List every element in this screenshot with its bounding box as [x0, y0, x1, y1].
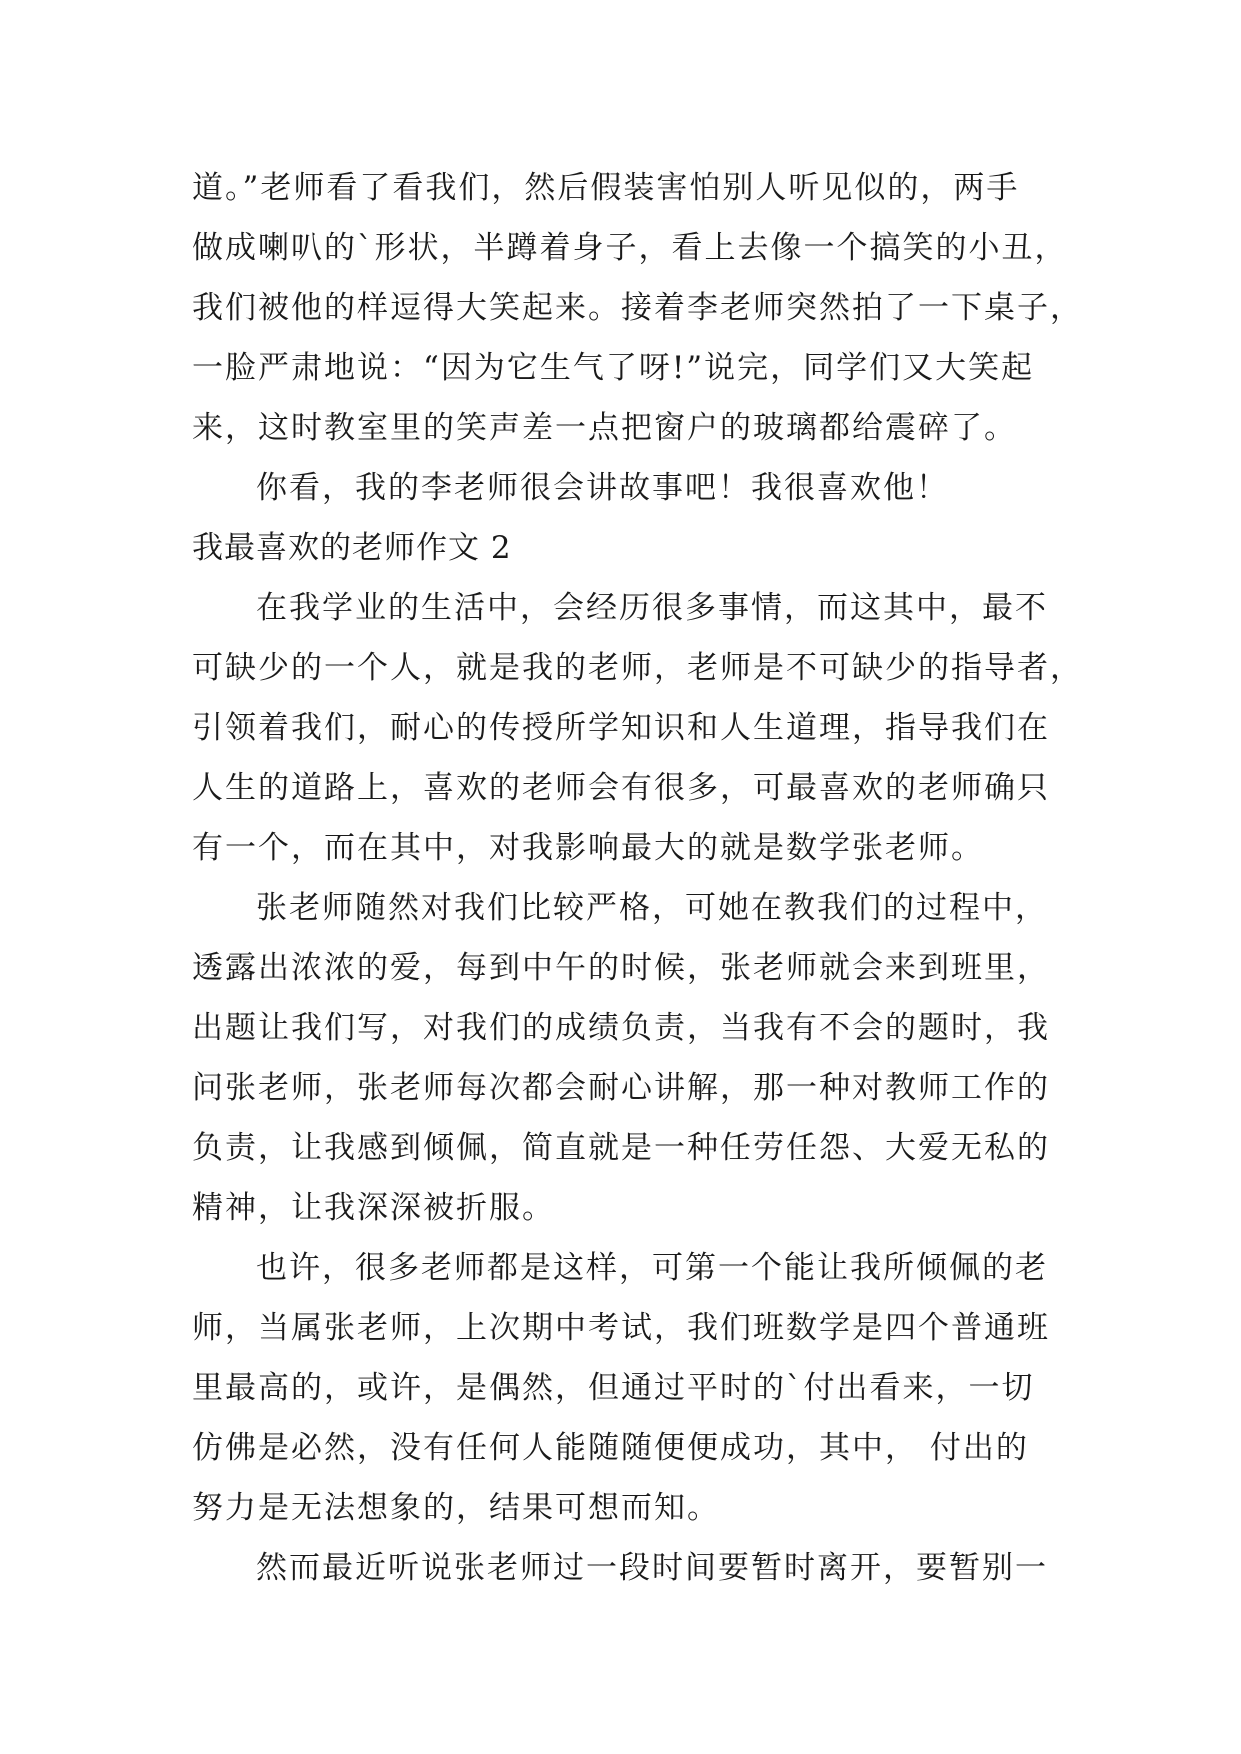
text-line: 透露出浓浓的爱，每到中午的时候，张老师就会来到班里， [192, 950, 1050, 986]
paragraph-start-line: 张老师随然对我们比较严格，可她在教我们的过程中， [256, 890, 1048, 926]
text-line: 有一个，而在其中，对我影响最大的就是数学张老师。 [192, 830, 984, 866]
text-line: 师，当属张老师，上次期中考试，我们班数学是四个普通班 [192, 1310, 1050, 1346]
text-line: 我们被他的样逗得大笑起来。接着李老师突然拍了一下桌子， [192, 290, 1083, 326]
paragraph-start-line: 你看，我的李老师很会讲故事吧！我很喜欢他！ [256, 470, 949, 506]
text-line: 精神，让我深深被折服。 [192, 1190, 555, 1226]
text-line: 人生的道路上，喜欢的老师会有很多，可最喜欢的老师确只 [192, 770, 1050, 806]
text-line: 引领着我们，耐心的传授所学知识和人生道理，指导我们在 [192, 710, 1050, 746]
paragraph-start-line: 在我学业的生活中，会经历很多事情，而这其中，最不 [256, 590, 1048, 626]
text-line: 负责，让我感到倾佩，简直就是一种任劳任怨、大爱无私的 [192, 1130, 1050, 1166]
text-line: 可缺少的一个人，就是我的老师，老师是不可缺少的指导者， [192, 650, 1083, 686]
text-line: 出题让我们写，对我们的成绩负责，当我有不会的题时，我 [192, 1010, 1050, 1046]
text-line: 努力是无法想象的，结果可想而知。 [192, 1490, 720, 1526]
text-line: 做成喇叭的`形状，半蹲着身子，看上去像一个搞笑的小丑， [192, 230, 1068, 266]
text-line: 仿佛是必然，没有任何人能随随便便成功，其中， 付出的 [192, 1430, 1029, 1466]
essay-heading: 我最喜欢的老师作文 2 [192, 530, 512, 566]
text-line: 里最高的，或许，是偶然，但通过平时的`付出看来，一切 [192, 1370, 1035, 1406]
text-line: 道。”老师看了看我们，然后假装害怕别人听见似的，两手 [192, 170, 1020, 206]
paragraph-start-line: 然而最近听说张老师过一段时间要暂时离开，要暂别一 [256, 1550, 1048, 1586]
text-line: 来，这时教室里的笑声差一点把窗户的玻璃都给震碎了。 [192, 410, 1017, 446]
text-line: 一脸严肃地说：“因为它生气了呀!”说完，同学们又大笑起 [192, 350, 1035, 386]
text-line: 问张老师，张老师每次都会耐心讲解，那一种对教师工作的 [192, 1070, 1050, 1106]
paragraph-start-line: 也许，很多老师都是这样，可第一个能让我所倾佩的老 [256, 1250, 1048, 1286]
essay-text [192, 158, 1092, 1598]
